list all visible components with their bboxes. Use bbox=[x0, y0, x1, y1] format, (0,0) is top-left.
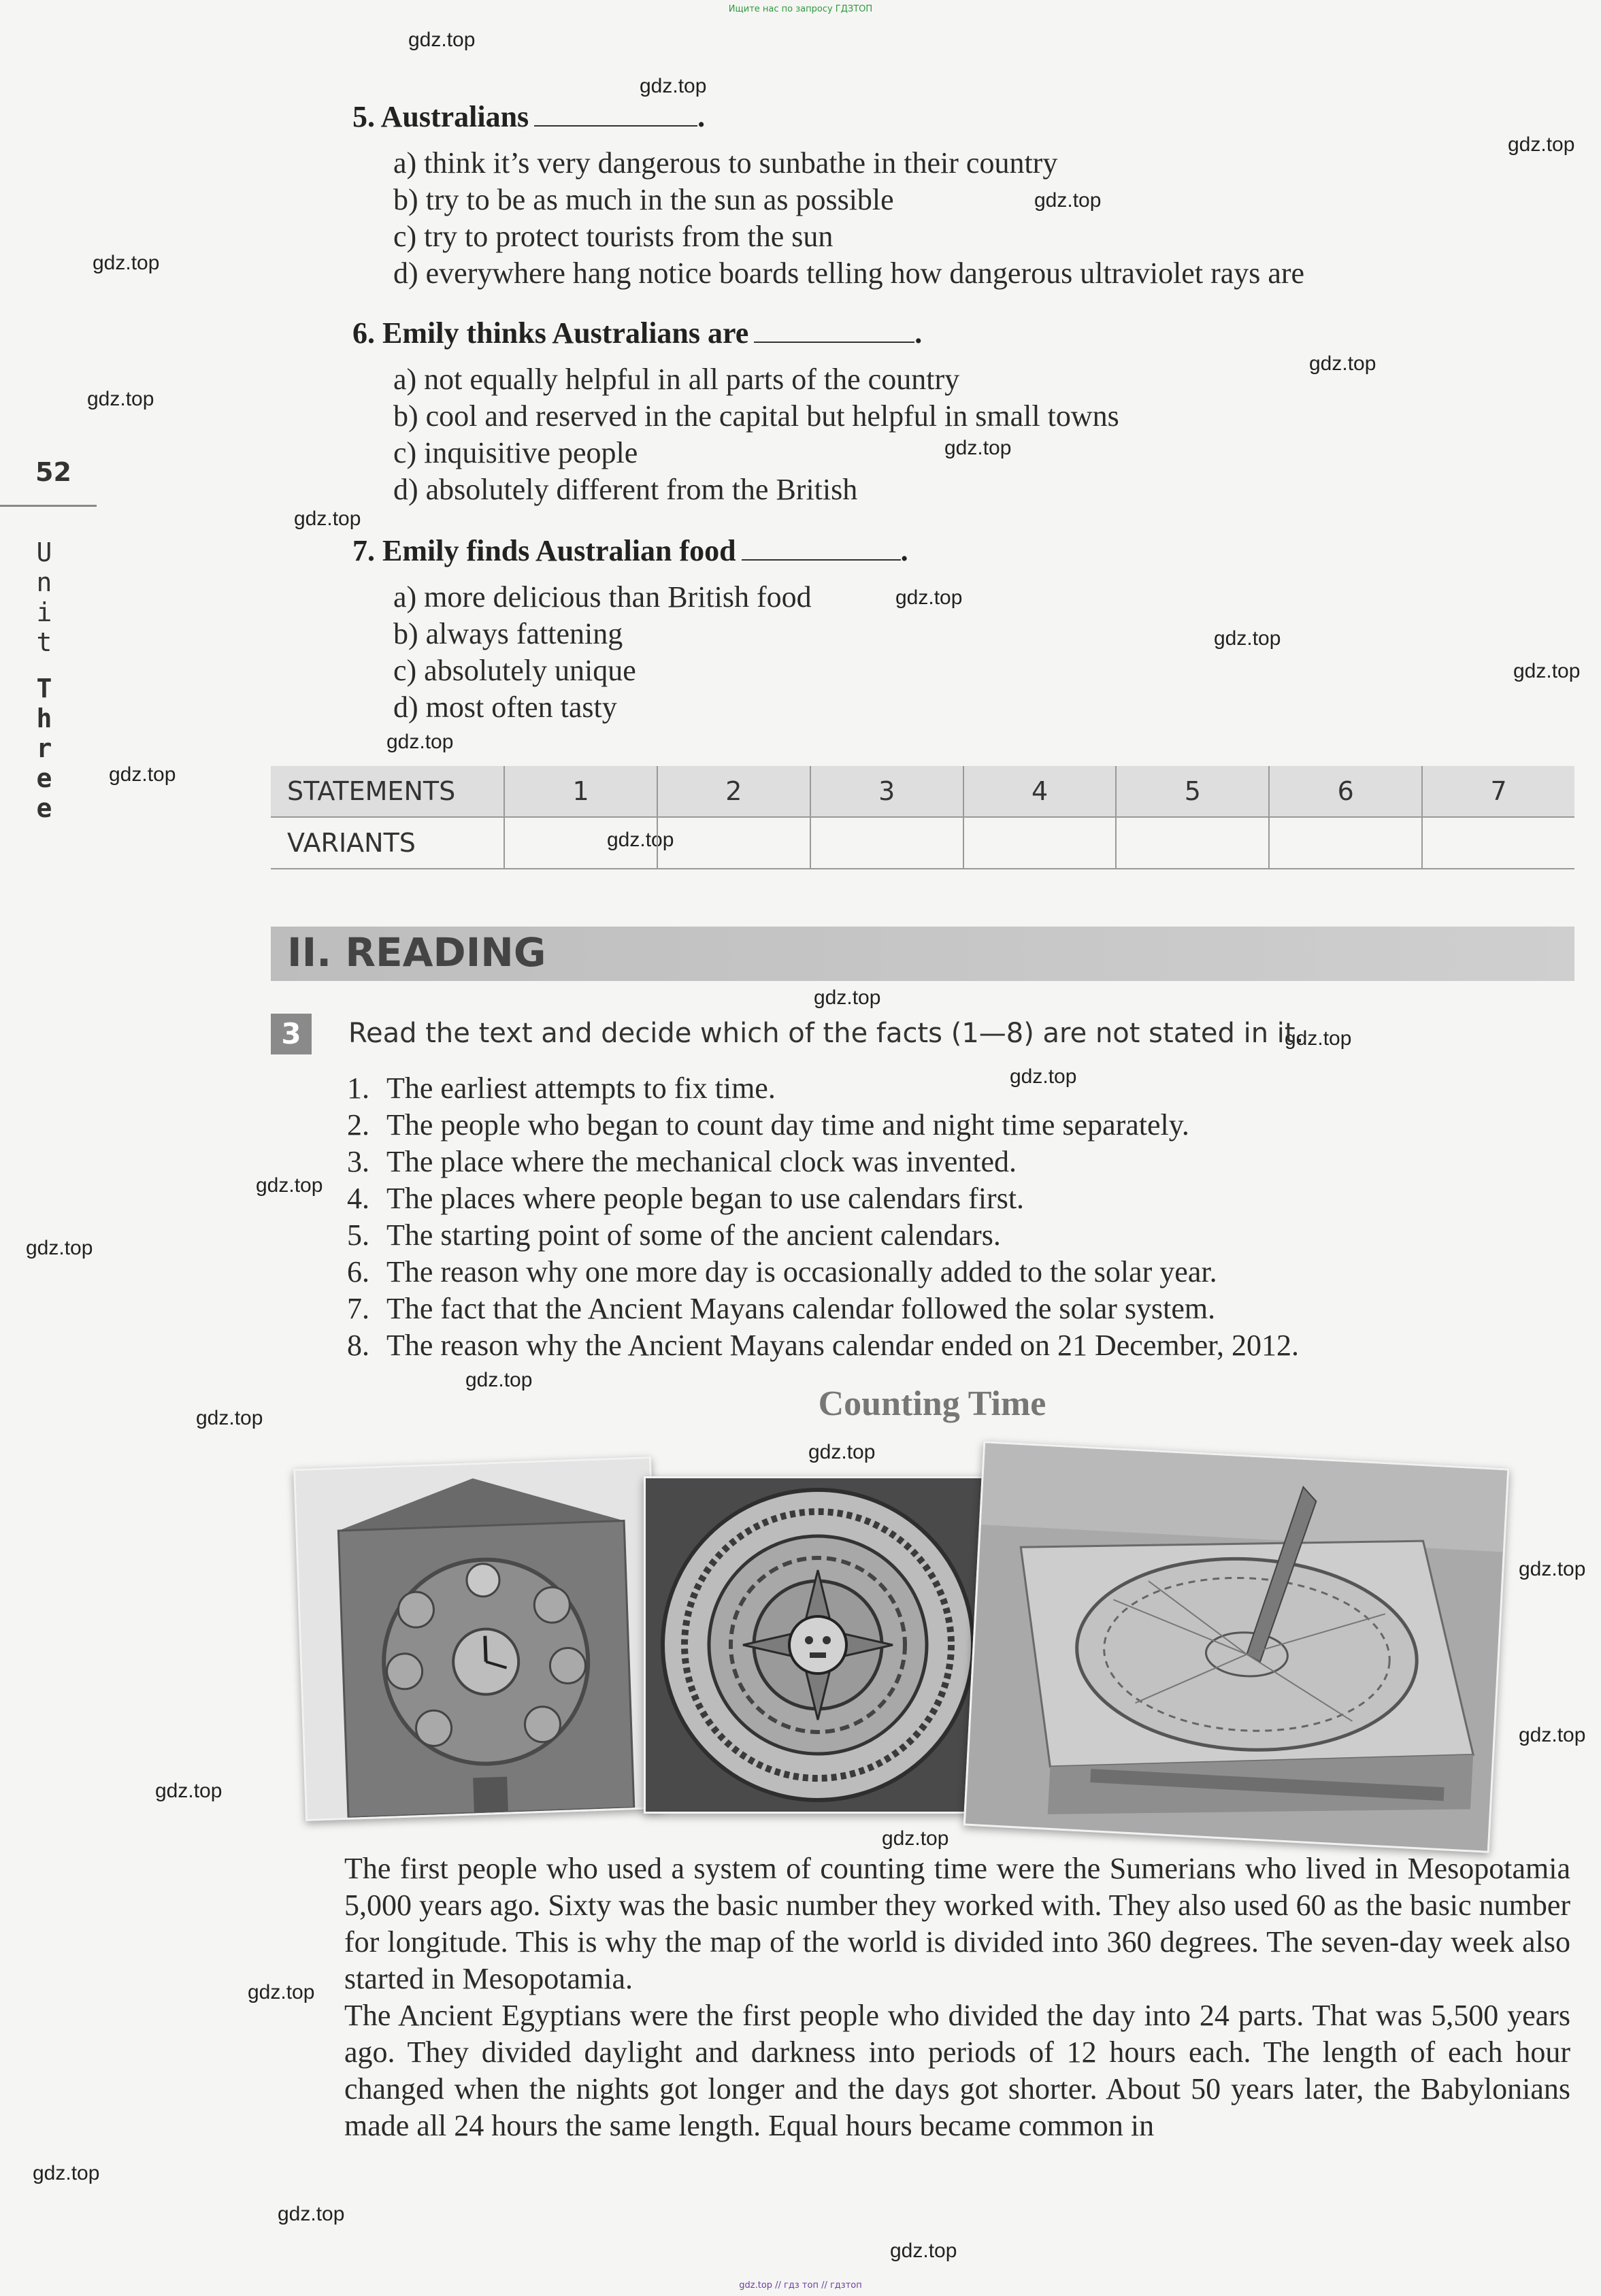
watermark: gdz.top bbox=[607, 829, 674, 851]
watermark: gdz.top bbox=[155, 1780, 222, 1802]
watermark: gdz.top bbox=[640, 75, 707, 97]
watermark: gdz.top bbox=[196, 1407, 263, 1429]
answer-cell[interactable] bbox=[1422, 817, 1574, 869]
mayan-calendar-stone-photo bbox=[644, 1476, 992, 1814]
column-number: 4 bbox=[963, 766, 1117, 817]
watermark: gdz.top bbox=[87, 388, 154, 410]
watermark: gdz.top bbox=[465, 1369, 533, 1391]
answer-cell[interactable] bbox=[810, 817, 963, 869]
column-number: 7 bbox=[1422, 766, 1574, 817]
watermark: gdz.top bbox=[256, 1174, 323, 1197]
statements-row bbox=[271, 766, 1574, 817]
top-banner: Ищите нас по запросу ГДЗТОП bbox=[728, 4, 873, 14]
statements-label: STATEMENTS bbox=[271, 766, 504, 817]
fact-item: 6. The reason why one more day is occasionally added to the solar year. bbox=[347, 1255, 1217, 1288]
watermark: gdz.top bbox=[26, 1237, 93, 1259]
task-instruction: Read the text and decide which of the facts (1—8) are not stated in it. bbox=[348, 1018, 1304, 1049]
question-option: a) think it’s very dangerous to sunbathe in their country bbox=[393, 146, 1058, 180]
section-title: II. READING bbox=[287, 929, 546, 976]
fact-item: 7. The fact that the Ancient Mayans calendar followed the solar system. bbox=[347, 1292, 1216, 1325]
watermark: gdz.top bbox=[248, 1981, 315, 2003]
fact-item: 2. The people who began to count day time and night time separately. bbox=[347, 1108, 1189, 1142]
question-option: d) absolutely different from the British bbox=[393, 473, 858, 506]
column-number: 6 bbox=[1269, 766, 1422, 817]
question-option: a) not equally helpful in all parts of the country bbox=[393, 363, 960, 396]
watermark: gdz.top bbox=[895, 586, 963, 609]
watermark: gdz.top bbox=[109, 763, 176, 786]
variants-row bbox=[271, 817, 1574, 869]
watermark: gdz.top bbox=[1285, 1027, 1352, 1050]
watermark: gdz.top bbox=[1309, 352, 1376, 375]
reading-text-title: Counting Time bbox=[818, 1384, 1046, 1423]
watermark: gdz.top bbox=[944, 437, 1012, 459]
answer-cell[interactable] bbox=[963, 817, 1117, 869]
fact-item: 8. The reason why the Ancient Mayans calendar ended on 21 December, 2012. bbox=[347, 1329, 1299, 1362]
answer-cell[interactable] bbox=[504, 817, 657, 869]
answer-cell[interactable] bbox=[657, 817, 810, 869]
question-option: c) try to protect tourists from the sun bbox=[393, 220, 833, 253]
fact-item: 1. The earliest attempts to fix time. bbox=[347, 1071, 776, 1105]
sundial-photo bbox=[963, 1441, 1510, 1853]
watermark: gdz.top bbox=[882, 1827, 949, 1850]
watermark: gdz.top bbox=[1034, 189, 1102, 212]
watermark: gdz.top bbox=[890, 2240, 957, 2262]
watermark: gdz.top bbox=[808, 1441, 876, 1463]
watermark: gdz.top bbox=[814, 986, 881, 1009]
variants-label: VARIANTS bbox=[271, 817, 504, 869]
watermark: gdz.top bbox=[1513, 660, 1581, 682]
watermark: gdz.top bbox=[386, 731, 454, 753]
page-number: 52 bbox=[35, 457, 71, 487]
watermark: gdz.top bbox=[1519, 1558, 1586, 1580]
fact-item: 4. The places where people began to use calendars first. bbox=[347, 1182, 1025, 1215]
question-option: d) everywhere hang notice boards telling how dangerous ultraviolet rays are bbox=[393, 256, 1305, 290]
watermark: gdz.top bbox=[33, 2162, 100, 2184]
question-title: 5. Australians . bbox=[352, 100, 706, 133]
unit-label: U n i t T h r e e bbox=[36, 537, 52, 823]
watermark: gdz.top bbox=[1519, 1724, 1586, 1746]
question-title: 6. Emily thinks Australians are . bbox=[352, 316, 923, 350]
watermark: gdz.top bbox=[1010, 1065, 1077, 1088]
task-number-badge: 3 bbox=[271, 1014, 312, 1054]
question-option: d) most often tasty bbox=[393, 691, 617, 724]
clock-tower-photo bbox=[293, 1457, 663, 1821]
answer-table bbox=[271, 766, 1574, 869]
watermark: gdz.top bbox=[1508, 133, 1575, 156]
question-option: b) try to be as much in the sun as possible bbox=[393, 183, 894, 216]
page-number-divider bbox=[0, 505, 97, 507]
question-option: c) absolutely unique bbox=[393, 654, 636, 687]
watermark: gdz.top bbox=[93, 252, 160, 274]
reading-paragraph: The first people who used a system of counting time were the Sumerians who lived in Mesopotamia 5,000 years ago. Sixty was the basic number they worked with. They also used 60 as the basic number for longitude. This is why the map of the world is divided into 360 degrees. The seven-day week also started in Mesopotamia. bbox=[344, 1852, 1570, 1995]
watermark: gdz.top bbox=[278, 2203, 345, 2225]
answer-cell[interactable] bbox=[1116, 817, 1269, 869]
question-option: c) inquisitive people bbox=[393, 436, 638, 469]
question-option: b) always fattening bbox=[393, 617, 623, 650]
column-number: 5 bbox=[1116, 766, 1269, 817]
column-number: 3 bbox=[810, 766, 963, 817]
fact-item: 3. The place where the mechanical clock was invented. bbox=[347, 1145, 1017, 1178]
question-title: 7. Emily finds Australian food . bbox=[352, 534, 908, 567]
fact-item: 5. The starting point of some of the ancient calendars. bbox=[347, 1218, 1001, 1252]
column-number: 2 bbox=[657, 766, 810, 817]
question-option: b) cool and reserved in the capital but helpful in small towns bbox=[393, 399, 1119, 433]
bottom-banner: gdz.top // гдз топ // гдзтоп bbox=[739, 2280, 862, 2291]
watermark: gdz.top bbox=[1214, 627, 1281, 650]
watermark: gdz.top bbox=[408, 29, 476, 51]
question-option: a) more delicious than British food bbox=[393, 580, 812, 614]
watermark: gdz.top bbox=[294, 508, 361, 530]
reading-paragraph: The Ancient Egyptians were the first people who divided the day into 24 parts. That was 5,500 years ago. They divided daylight and darkness into periods of 12 hours each. The length of each hour changed when the nights got longer and the days got shorter. About 50 years later, the Babylonians made all 24 hours the same length. Equal hours became common in bbox=[344, 1999, 1570, 2142]
column-number: 1 bbox=[504, 766, 657, 817]
answer-cell[interactable] bbox=[1269, 817, 1422, 869]
